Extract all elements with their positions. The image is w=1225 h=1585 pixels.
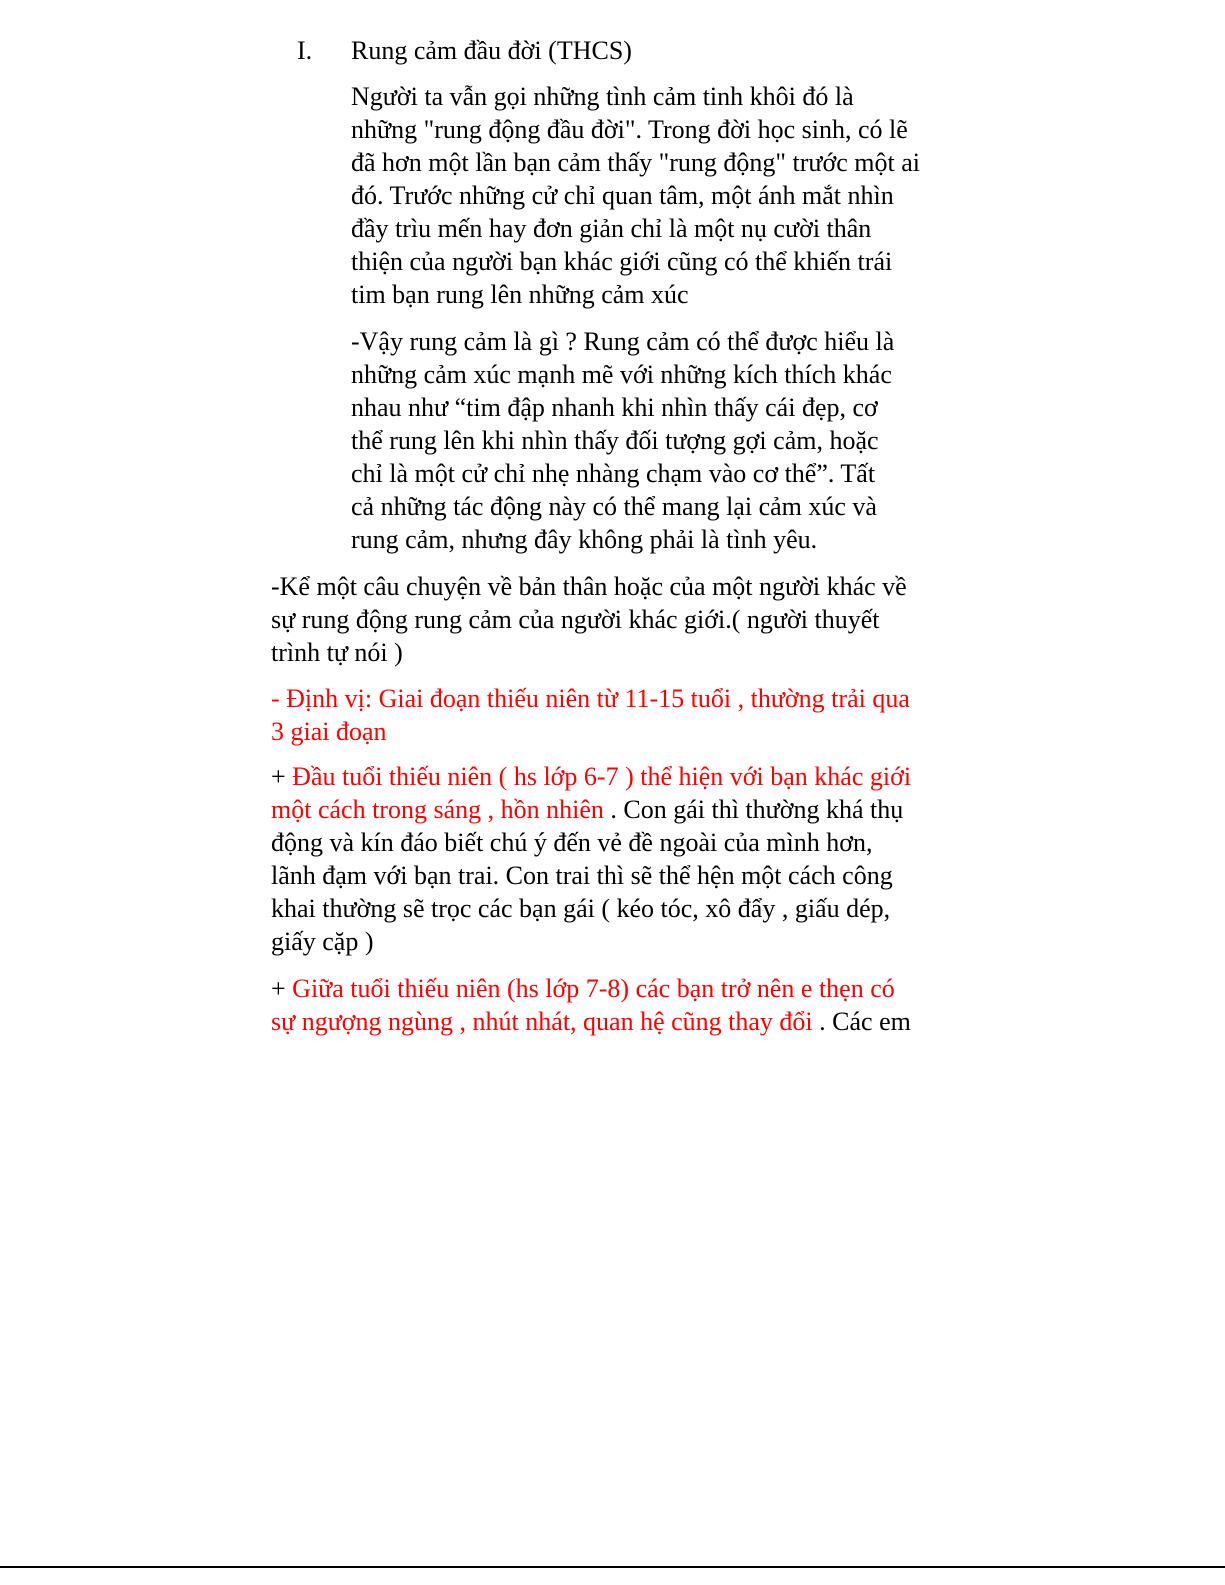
- early-line: khai thường sẽ trọc các bạn gái ( kéo tóc, xô đẩy , giấu dép,: [271, 894, 891, 923]
- early-adolescence-paragraph: [271, 760, 936, 958]
- intro-line: tim bạn rung lên những cảm xúc: [351, 280, 689, 309]
- early-line: [271, 760, 936, 793]
- middle-adolescence-paragraph: [271, 972, 936, 1038]
- early-line: giấy cặp ): [271, 927, 374, 956]
- early-highlight: một cách trong sáng , hồn nhiên: [271, 795, 604, 824]
- story-line: -Kể một câu chuyện về bản thân hoặc của một người khác về: [271, 572, 907, 601]
- early-line: lãnh đạm với bạn trai. Con trai thì sẽ thể hện một cách công: [271, 861, 893, 890]
- early-line: động và kín đáo biết chú ý đến vẻ đề ngoài của mình hơn,: [271, 828, 873, 857]
- intro-line: những "rung động đầu đời". Trong đời học sinh, có lẽ: [351, 115, 908, 144]
- middle-highlight: sự ngượng ngùng , nhút nhát, quan hệ cũng thay đổi: [271, 1007, 813, 1036]
- early-line: [271, 793, 936, 826]
- question-line: nhau như “tim đập nhanh khi nhìn thấy cái đẹp, cơ: [351, 393, 878, 422]
- intro-line: đầy trìu mến hay đơn giản chỉ là một nụ cười thân: [351, 214, 872, 243]
- middle-text: . Các em: [812, 1007, 911, 1036]
- intro-line: đã hơn một lần bạn cảm thấy "rung động" trước một ai: [351, 148, 920, 177]
- middle-line: [271, 1005, 936, 1038]
- locate-line: 3 giai đoạn: [271, 717, 387, 746]
- question-line: những cảm xúc mạnh mẽ với những kích thích khác: [351, 360, 892, 389]
- story-paragraph: [271, 570, 936, 669]
- locate-paragraph: [271, 682, 936, 748]
- question-line: chỉ là một cử chỉ nhẹ nhàng chạm vào cơ thể”. Tất: [351, 459, 876, 488]
- plus-marker: +: [271, 974, 293, 1003]
- intro-line: đó. Trước những cử chỉ quan tâm, một ánh mắt nhìn: [351, 181, 894, 210]
- early-highlight: Đầu tuổi thiếu niên ( hs lớp 6-7 ) thể hiện với bạn khác giới: [292, 762, 912, 791]
- locate-line: - Định vị: Giai đoạn thiếu niên từ 11-15 tuổi , thường trải qua: [271, 684, 910, 713]
- intro-line: thiện của người bạn khác giới cũng có thể khiến trái: [351, 247, 893, 276]
- middle-highlight: Giữa tuổi thiếu niên (hs lớp 7-8) các bạn trở nên e thẹn có: [292, 974, 895, 1003]
- early-text: . Con gái thì thường khá thụ: [603, 795, 904, 824]
- question-paragraph: [351, 325, 978, 556]
- plus-marker: +: [271, 762, 293, 791]
- question-line: cả những tác động này có thể mang lại cảm xúc và: [351, 492, 877, 521]
- story-line: trình tự nói ): [271, 638, 403, 667]
- section-heading: [297, 34, 897, 68]
- intro-paragraph: [351, 80, 951, 311]
- story-line: sự rung động rung cảm của người khác giới.( người thuyết: [271, 605, 880, 634]
- question-line: rung cảm, nhưng đây không phải là tình yêu.: [351, 525, 818, 554]
- section-number: I.: [297, 36, 313, 65]
- question-line: -Vậy rung cảm là gì ? Rung cảm có thể được hiểu là: [351, 327, 895, 356]
- intro-line: Người ta vẫn gọi những tình cảm tinh khôi đó là: [351, 82, 854, 111]
- page-bottom-border: [0, 1566, 1225, 1568]
- section-title: Rung cảm đầu đời (THCS): [351, 36, 632, 65]
- question-line: thể rung lên khi nhìn thấy đối tượng gợi cảm, hoặc: [351, 426, 879, 455]
- middle-line: [271, 972, 936, 1005]
